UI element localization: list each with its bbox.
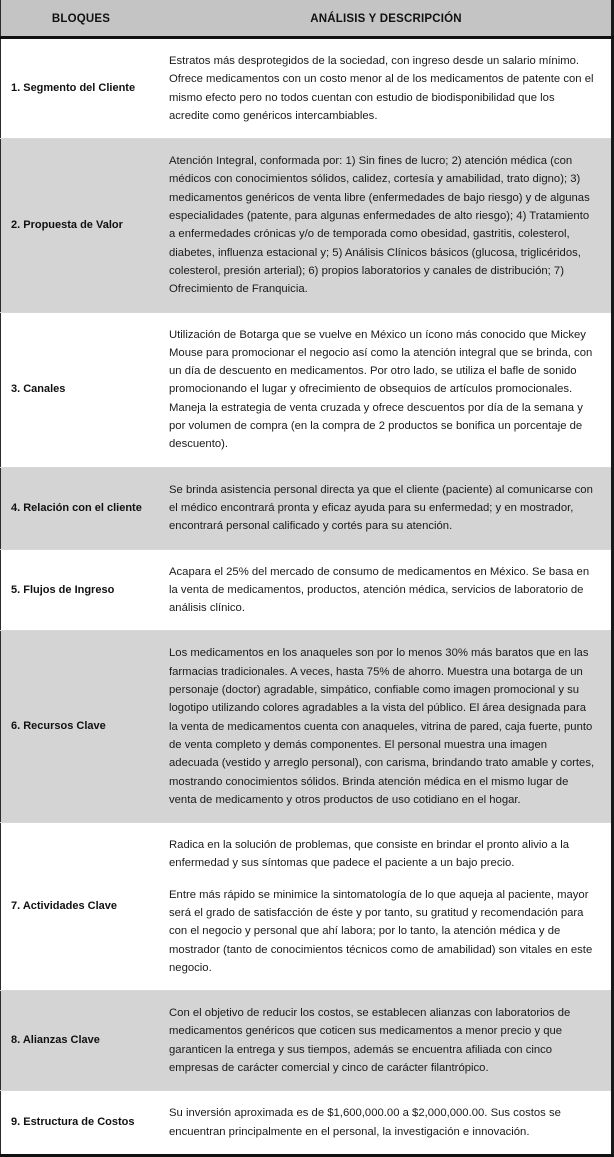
table-header-row (1, 0, 613, 38)
block-label-cell: 4. Relación con el cliente (1, 467, 162, 549)
block-description-cell (161, 312, 613, 467)
column-header-bloques: BLOQUES (1, 0, 162, 38)
block-description-cell (161, 823, 613, 991)
block-label-cell: 9. Estructura de Costos (1, 1091, 162, 1156)
table-row (1, 38, 613, 139)
block-label-cell: 5. Flujos de Ingreso (1, 549, 162, 631)
block-description-cell (161, 549, 613, 631)
block-label-cell: 6. Recursos Clave (1, 631, 162, 823)
block-label-cell: 7. Actividades Clave (1, 823, 162, 991)
table-row (1, 823, 613, 991)
table-row (1, 991, 613, 1091)
block-description-cell (161, 631, 613, 823)
table-row (1, 549, 613, 631)
table-header (1, 0, 613, 38)
table-row (1, 139, 613, 312)
table-body (1, 38, 613, 1156)
table-row (1, 631, 613, 823)
description-paragraph: Acapara el 25% del mercado de consumo de medicamentos en México. Se basa en la venta de medicamentos, productos, atención médica, servicios de laboratorio de análisis clínico. (169, 565, 590, 615)
block-label-cell: 8. Alianzas Clave (1, 991, 162, 1091)
table-row (1, 312, 613, 467)
table-row (1, 1091, 613, 1156)
description-paragraph: Con el objetivo de reducir los costos, se establecen alianzas con laboratorios de medicamentos genéricos que coticen sus medicamentos a menor precio y que garanticen la entrega y sus tiempos, además se encuentra afiliada con cinco empresas de carácter comercial y cinco de carácter filantrópico. (169, 1007, 571, 1075)
block-description-cell (161, 467, 613, 549)
block-description-cell (161, 38, 613, 139)
description-paragraph: Se brinda asistencia personal directa ya que el cliente (paciente) al comunicarse con el médico encontrará pronta y eficaz ayuda para su enfermedad; y en mostrador, encontrará personal calificado y cortés para su atención. (169, 483, 593, 533)
block-description-cell (161, 991, 613, 1091)
block-label-cell: 1. Segmento del Cliente (1, 38, 162, 139)
block-label-cell: 2. Propuesta de Valor (1, 139, 162, 312)
table-row (1, 467, 613, 549)
description-paragraph: Estratos más desprotegidos de la sociedad, con ingreso desde un salario mínimo. Ofrece medicamentos con un costo menor al de los medicamentos de patente con el mismo efecto pero no todos cuentan con estudio de biodisponibilidad que los acredite como genéricos intercambiables. (169, 55, 594, 122)
description-paragraph: Utilización de Botarga que se vuelve en México un ícono más conocido que Mickey Mouse para promocionar el negocio así como la atención integral que se brinda, con un día de descuento en medicamentos. Por otro lado, se utiliza el bafle de sonido promocionando el lugar y ofrecimiento de obsequios de artículos promocionales. Maneja la estrategia de venta cruzada y ofrece descuentos por día de la semana y por volumen de compra (en la compra de 2 productos se bonifica un porcentaje de descuento). (169, 328, 593, 451)
description-paragraph: Su inversión aproximada es de $1,600,000.00 a $2,000,000.00. Sus costos se encuentran principalmente en el personal, la investigación e innovación. (169, 1107, 561, 1138)
description-paragraph: Los medicamentos en los anaqueles son por lo menos 30% más baratos que en las farmacias tradicionales. A veces, hasta 75% de ahorro. Muestra una botarga de un personaje (doctor) agradable, simpático, confiable como imagen promocional y su logotipo utilizando colores agradables a la vista del público. El área designada para la venta de medicamentos cuenta con anaqueles, vitrina de pared, caja fuerte, punto de venta completo y demás componentes. El personal muestra una imagen adecuada (vestido y arreglo personal), con carisma, brindando trato amable y cortes, mostrando conocimientos sólidos. Brinda atención médica en el mismo lugar de venta de medicamento y otros productos de uso cotidiano en el hogar. (169, 647, 595, 806)
description-paragraph: Entre más rápido se minimice la sintomatología de lo que aqueja al paciente, mayor será el grado de satisfacción de éste y por tanto, su gratitud y recomendación para con el negocio y personal que ahí labora; por lo tanto, la atención médica y de mostrador (tanto de conocimientos técnicos como de amabilidad) son vitales en este negocio. (169, 888, 593, 974)
description-paragraph: Radica en la solución de problemas, que consiste en brindar el pronto alivio a la enfermedad y sus síntomas que padece el paciente a un bajo precio. (169, 839, 570, 870)
block-label-cell: 3. Canales (1, 312, 162, 467)
description-paragraph: Atención Integral, conformada por: 1) Sin fines de lucro; 2) atención médica (con médicos con conocimientos sólidos, calidez, cortesía y amabilidad, trato digno); 3) medicamentos genéricos de venta libre (enfermedades de bajo riesgo) y de algunas especialidades (patente, para algunas enfermedades de alto riesgo); 4) Tratamiento a enfermedades crónicas y/o de temporada como obesidad, gastritis, colesterol, diabetes, influenza estacional y; 5) Análisis Clínicos básicos (glucosa, triglicéridos, colesterol, presión arterial); 6) propios laboratorios y canales de distribución; 7) Ofrecimiento de Franquicia. (169, 155, 590, 296)
block-description-cell (161, 139, 613, 312)
column-header-analisis: ANÁLISIS Y DESCRIPCIÓN (161, 0, 613, 38)
block-description-cell (161, 1091, 613, 1156)
